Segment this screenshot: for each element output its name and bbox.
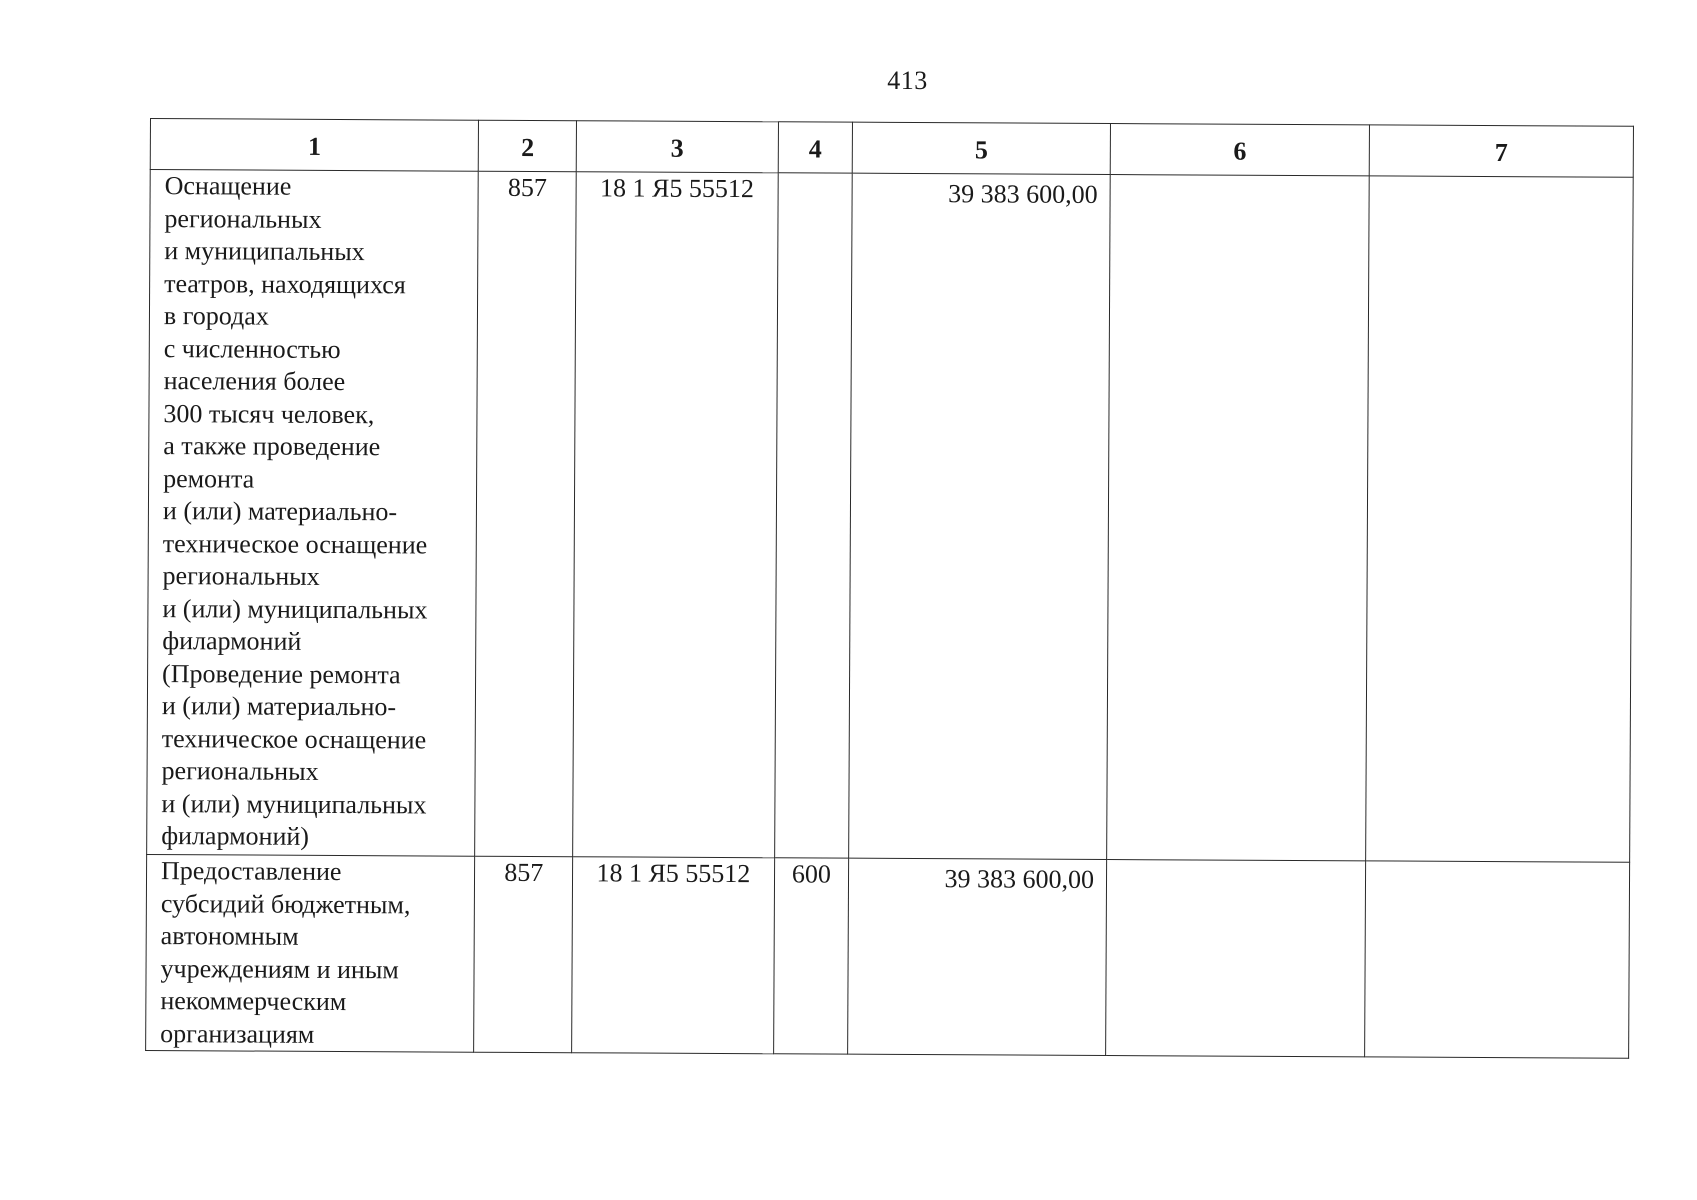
page-number: 413 xyxy=(887,66,928,95)
column-header: 6 xyxy=(1110,124,1369,176)
name-line: и (или) материально- xyxy=(162,496,398,527)
table-header-row xyxy=(150,119,1633,178)
column-header: 7 xyxy=(1369,125,1633,177)
name-line: Оснащение xyxy=(164,171,292,201)
table-row xyxy=(147,170,1634,863)
name-line: с численностью xyxy=(163,333,341,364)
cell-col7 xyxy=(1365,861,1630,1058)
name-line: учреждениям и иным xyxy=(160,953,399,984)
column-header: 2 xyxy=(479,120,577,172)
name-line: а также проведение xyxy=(163,431,381,462)
column-header: 4 xyxy=(778,122,853,173)
name-line: региональных xyxy=(162,561,320,591)
table-row xyxy=(146,854,1630,1058)
name-line: региональных xyxy=(164,203,322,234)
budget-table xyxy=(145,118,1634,1059)
name-line: и (или) муниципальных xyxy=(162,593,428,624)
name-line: региональных xyxy=(161,756,319,786)
cell-col5: 39 383 600,00 xyxy=(848,858,1107,1055)
column-header: 1 xyxy=(150,119,479,172)
cell-col2: 857 xyxy=(475,171,576,857)
name-line: техническое оснащение xyxy=(162,528,428,559)
cell-col4 xyxy=(774,173,852,858)
cell-col4: 600 xyxy=(773,858,849,1054)
name-line: театров, находящихся xyxy=(164,268,406,299)
cell-col6 xyxy=(1107,175,1369,861)
name-line: населения более xyxy=(163,366,346,397)
name-line: автономным xyxy=(160,921,299,951)
name-line: в городах xyxy=(163,301,269,331)
name-line: филармоний xyxy=(162,626,302,656)
row-name-cell xyxy=(147,170,479,857)
name-line: некоммерческим xyxy=(160,986,347,1017)
cell-col5: 39 383 600,00 xyxy=(849,173,1110,859)
cell-col3: 18 1 Я5 55512 xyxy=(573,172,778,858)
name-line: техническое оснащение xyxy=(161,723,427,754)
cell-col2: 857 xyxy=(474,856,573,1053)
name-line: 300 тысяч человек, xyxy=(163,398,375,429)
name-line: организациям xyxy=(160,1018,315,1049)
cell-col3: 18 1 Я5 55512 xyxy=(572,857,775,1054)
name-line: филармоний) xyxy=(161,821,310,851)
name-line: и (или) материально- xyxy=(161,691,397,722)
name-line: и (или) муниципальных xyxy=(161,788,427,819)
name-line: Предоставление xyxy=(160,856,342,887)
name-line: ремонта xyxy=(163,463,255,494)
cell-col6 xyxy=(1106,860,1366,1057)
name-line: субсидий бюджетным, xyxy=(160,888,411,919)
column-header: 5 xyxy=(852,122,1110,174)
cell-col7 xyxy=(1366,176,1634,862)
name-line: (Проведение ремонта xyxy=(162,658,401,689)
name-line: и муниципальных xyxy=(164,236,365,267)
column-header: 3 xyxy=(576,121,778,173)
row-name-cell xyxy=(146,854,475,1052)
